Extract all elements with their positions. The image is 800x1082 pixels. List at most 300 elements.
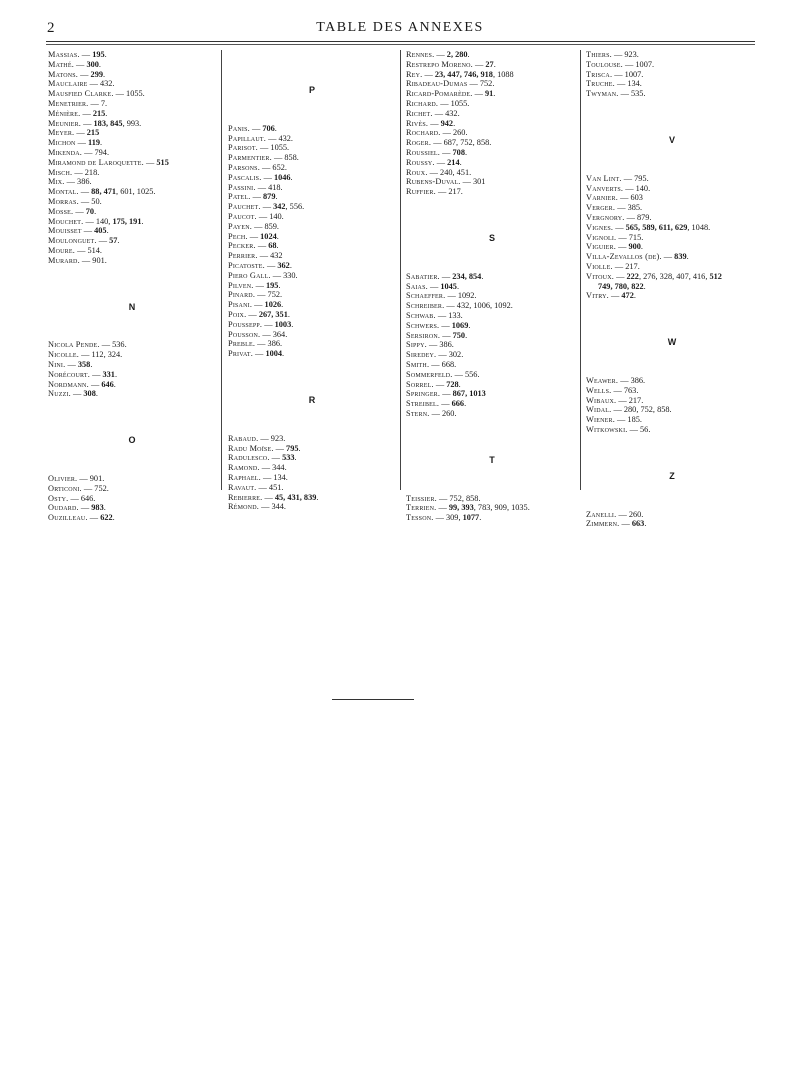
author-name: Rebierre. [228,492,263,502]
index-entry [586,89,758,99]
author-name: Roger. [406,138,432,148]
page-reference: — 432 [257,251,283,261]
index-entry [586,262,758,272]
page-reference-bold: 1026 [264,300,282,310]
page-reference-bold: 1077 [462,513,480,523]
author-name: Pascalis. [228,172,262,182]
page-reference: . [287,309,290,319]
index-entry [228,134,396,144]
page-reference: — 386. [64,177,92,187]
author-name: Varnier. [586,193,618,203]
page-reference: — [427,281,441,291]
author-name: Terrien. [406,503,437,513]
index-entry [586,282,758,292]
index-entry [586,242,758,252]
index-entry [406,331,578,341]
section-letter: N [128,301,136,312]
page-reference: — 386. [255,339,283,349]
author-name: Schreiber. [406,301,445,311]
index-entry [228,434,396,444]
author-name: Ménière. [48,108,81,118]
author-name: Pilven. [228,280,254,290]
index-entry [586,233,758,243]
author-name: Pauchet. [228,202,261,212]
index-entry [586,425,758,435]
page-reference: — 715. [616,232,644,242]
index-entry [48,79,216,89]
index-entry [406,301,578,311]
index-entry [48,217,216,227]
page-reference-bold: 900 [628,242,641,252]
page-reference-bold: 1004 [265,349,283,359]
page-reference: — 432. [432,108,460,118]
page-reference: — 752. [81,483,109,493]
index-entry [48,187,216,197]
page-title: TABLE DES ANNEXES [316,20,484,35]
page-reference: — 217. [435,187,463,197]
index-entry [406,138,578,148]
page-reference: — 50. [78,196,102,206]
author-name: Nordmann. [48,379,89,389]
page-reference: — 260. [440,128,468,138]
author-name: Rémond. [228,502,260,512]
author-name: Norécourt. [48,369,91,379]
index-entry [48,89,216,99]
page-reference: — 1007. [622,59,655,69]
page-reference-bold: 515 [156,157,169,167]
page-reference: . [481,271,484,281]
index-entry [228,330,396,340]
page-reference: — [434,157,448,167]
page-reference: — 302. [436,350,464,360]
index-entry [406,409,578,419]
section-letter: T [489,454,495,465]
page-reference: . [117,236,120,246]
author-name: Rey. [406,69,423,79]
index-entry [48,494,216,504]
page-reference: . [276,241,279,251]
page-reference: — 668. [429,359,457,369]
page-reference: — [440,330,453,340]
index-entry [406,399,578,409]
author-name: Van Lint. [586,173,622,183]
index-entry [406,272,578,282]
author-name: Mosse. [48,206,74,216]
author-name: Stern. [406,408,430,418]
page-reference: . [141,216,144,226]
author-name: Nicola Pende. [48,340,100,350]
author-name: Restrepo Moreno. [406,59,473,69]
index-entry [406,99,578,109]
page-reference: . [274,123,277,133]
page-reference-bold: 215 [92,108,106,118]
page-reference-bold: 666 [451,399,465,409]
index-entry [228,310,396,320]
page-reference: — 185. [614,415,642,425]
index-entry [586,184,758,194]
page-reference: — [81,118,94,128]
page-reference: — [428,118,441,128]
page-reference: — [79,50,93,59]
index-entry [586,252,758,262]
page-reference: — 923. [258,433,286,443]
author-name: Pech. [228,231,248,241]
page-reference-bold: 88, 471 [91,187,117,197]
page-reference: , 993. [122,118,142,128]
page-reference: — 879. [624,212,652,222]
section-spacer [586,348,758,376]
author-name: Widal. [586,405,612,415]
index-entry [48,474,216,484]
index-entry [48,148,216,158]
index-entry [48,256,216,266]
page-reference: — [440,389,453,399]
author-name: Roussiel. [406,147,441,157]
index-entry [228,173,396,183]
page-reference: — [143,157,157,167]
author-name: Paucot. [228,211,257,221]
index-entry [48,350,216,360]
author-name: Nuzzi. [48,389,71,399]
page-reference: . [94,206,97,216]
page-reference: — 330. [270,270,298,280]
page-reference: — [436,503,449,513]
page-reference: — [439,320,452,330]
index-entry [48,138,216,148]
author-name: Schwab. [406,310,436,320]
page-reference: — 652. [259,162,287,172]
index-entry [406,168,578,178]
index-entry [228,444,396,454]
index-entry [48,60,216,70]
index-entry [586,223,758,233]
index-entry [48,197,216,207]
page-reference: — [78,503,92,513]
author-name: Privat. [228,349,253,359]
page-reference-bold: 267, 351 [258,309,288,319]
page-reference-bold: 23, 447, 746, 918 [434,69,493,79]
page-reference: — 514. [75,245,102,255]
header-rule-thin [46,44,755,45]
index-entry [48,226,216,236]
index-entry [228,300,396,310]
author-name: Richard. [406,98,439,108]
header-rule [46,41,755,42]
page-reference: — 112, 324. [79,350,123,360]
page-reference: — [75,138,89,148]
page-reference-bold: 175, 191 [112,216,142,226]
author-name: Mouisset [48,226,82,236]
section-spacer [228,96,396,124]
author-name: Weawer. [586,375,619,385]
page-reference: — [262,319,275,329]
index-entry [48,99,216,109]
page-reference: — 260. [616,509,644,519]
page-reference-bold: 1046 [273,172,291,182]
index-entry [406,311,578,321]
page-reference: . [644,519,647,529]
index-entry [586,519,758,529]
author-name: Schwers. [406,320,440,330]
page-reference: — [88,379,102,389]
author-name: Violle. [586,261,613,271]
author-name: Sippy. [406,340,427,350]
page-reference: . [316,492,319,502]
author-name: Parisot. [228,143,258,153]
page-reference: — 432. [266,133,293,143]
index-entry [406,177,578,187]
section-spacer [228,359,396,396]
page-reference-bold: 512 [709,271,722,281]
page-reference-bold: 1069 [451,320,469,330]
index-entry [586,386,758,396]
page-reference-bold: 308 [83,389,96,399]
index-entry [406,370,578,380]
author-name: Viguier. [586,242,616,252]
page-reference: . [90,359,93,369]
page-reference: . [493,59,496,69]
page-reference-bold: 27 [485,59,494,69]
page-reference: . [103,69,106,79]
page-reference: — [252,349,266,359]
page-reference: , 276, 328, 407, 416, [638,271,710,281]
page-reference: . [294,453,297,463]
page-reference: — [472,89,485,99]
page-reference: — [87,513,101,523]
page-reference-bold: 358 [77,359,91,369]
page-reference: — 133. [435,310,463,320]
author-name: Perrier. [228,251,258,261]
index-entry [48,168,216,178]
page-reference: . [640,242,643,252]
author-name: Meunier. [48,118,82,128]
index-entry [586,291,758,301]
index-entry [586,70,758,80]
page-reference: — [619,519,632,529]
author-name: Smith. [406,359,430,369]
page-reference: — 301 [460,177,486,187]
index-entry [228,153,396,163]
page-reference: . [291,319,294,329]
author-name: Poussepp. [228,319,263,329]
index-entry [228,222,396,232]
page-reference: . [106,226,109,236]
index-entry [48,177,216,187]
page-reference: — 752. [467,79,495,89]
author-name: Olivier. [48,473,78,483]
page-reference-bold: 867, 1013 [452,389,486,399]
page-reference-bold: 1045 [440,281,457,291]
index-entry [228,232,396,242]
index-entry [586,405,758,415]
index-entry [228,281,396,291]
page-reference: . [464,147,468,157]
page-reference-bold: 2, 280 [446,50,468,59]
page-reference: — [250,192,264,202]
author-name: Rennes. [406,50,435,59]
index-entry [228,163,396,173]
author-name: Sorrel. [406,379,434,389]
page-reference: — 260. [429,408,457,418]
author-name: Orticoni. [48,483,82,493]
index-entry [228,143,396,153]
page-reference: , 601, 1025. [116,187,156,197]
author-name: Saias. [406,281,428,291]
author-name: Moulonguet. [48,236,97,246]
index-entry [406,50,578,60]
page-reference: — 364. [260,329,288,339]
page-reference: — [262,492,275,502]
index-entry [228,473,396,483]
section-letter: W [667,337,677,348]
page-reference: — 432. [87,79,115,89]
page-reference: — [260,202,274,212]
index-entry [228,493,396,503]
page-reference-bold: 195 [92,50,105,59]
author-name: Payen. [228,221,253,231]
author-name: Verger. [586,203,616,213]
author-name: Menetrier. [48,98,89,108]
page-reference: — 218. [72,167,100,177]
author-name: Trisca. [586,69,613,79]
author-name: Mathé. [48,59,74,69]
index-entry [48,119,216,129]
page-reference-bold: 215 [86,128,100,138]
page-reference: . [275,192,278,202]
page-reference: , 556. [285,202,305,212]
page-reference-bold: 183, 845 [93,118,123,128]
author-name: Zimmern. [586,519,620,529]
author-name: Ravaut. [228,482,257,492]
author-name: Morras. [48,196,79,206]
author-name: Meyer. [48,128,75,138]
author-name: Mix. [48,177,65,187]
page-reference-bold: 99, 393 [448,503,474,513]
page-reference: — [434,50,447,59]
index-entry [586,50,758,60]
author-name: Twyman. [586,89,619,99]
index-entry [586,79,758,89]
author-name: Roux. [406,167,428,177]
index-entry [228,483,396,493]
column-divider [400,50,401,490]
page-reference: — 687, 752, 858. [431,138,492,148]
page-reference: — [252,300,265,310]
author-name: Wibaux. [586,395,617,405]
author-name: Mouchet. [48,216,84,226]
index-entry [406,282,578,292]
author-name: Thiers. [586,50,612,59]
page-reference: — 240, 451. [427,167,472,177]
author-name: Wiener. [586,415,615,425]
author-name: Sersiron. [406,330,441,340]
index-entry [48,503,216,513]
section-letter: P [308,85,315,95]
author-name: Sommerfeld. [406,369,453,379]
section-spacer [48,312,216,340]
page-reference: . [276,231,279,241]
page-reference-bold: 70 [85,206,95,216]
index-entry [228,192,396,202]
author-name: Vitry. [586,291,609,301]
page-reference: . [100,138,103,148]
index-entry [406,340,578,350]
author-name: Misch. [48,167,73,177]
author-name: Ricard-Pomarède. [406,89,473,99]
page-reference: . [282,349,285,359]
page-reference: — 385. [615,203,643,213]
page-reference: — 858. [271,153,299,163]
index-entry [228,463,396,473]
page-reference-bold: 222 [626,271,639,281]
page-reference-bold: 663 [631,519,645,529]
index-entry [586,376,758,386]
page-reference-bold: 942 [440,118,454,128]
author-name: Parmentier. [228,153,272,163]
index-entry [406,128,578,138]
index-entry [48,158,216,168]
index-entry [406,148,578,158]
page-reference: — [65,359,78,369]
author-name: Radulesco. [228,453,270,463]
author-name: Teissier. [406,493,437,503]
author-name: Patel. [228,192,251,202]
author-name: Passini. [228,182,256,192]
page-reference: — [269,453,283,463]
page-reference: — [73,59,87,69]
page-reference: — [440,147,453,157]
index-entry [228,320,396,330]
page-reference: — [81,226,95,236]
author-name: Poix. [228,309,247,319]
page-reference: — [255,241,269,251]
author-name: Miramond de Laroquette. [48,157,144,167]
page-reference: — 309, [433,513,463,523]
author-name: Sabatier. [406,271,440,281]
page-reference: — 794. [82,147,110,157]
index-entry [406,79,578,89]
author-name: Richet. [406,108,433,118]
page-reference: — 556. [452,369,480,379]
index-column-1 [48,50,216,523]
author-name: Matons. [48,69,79,79]
author-name: Ruffier. [406,187,436,197]
page-reference-bold: 362 [277,260,290,270]
page-reference-bold: 879 [263,192,276,202]
page-reference: — [661,252,675,262]
section-spacer [586,99,758,136]
page-reference: — 386. [426,340,454,350]
page-reference: — [472,59,486,69]
author-name: Roussy. [406,157,435,167]
index-entry [586,203,758,213]
page-reference: — 646. [68,493,96,503]
page-reference: . [686,252,689,262]
column-divider [221,50,222,490]
page-reference: — 1055. [257,143,290,153]
page-reference: . [112,513,115,523]
page-reference: — [439,271,453,281]
index-entry [48,513,216,523]
page-reference: — 140, [83,216,113,226]
page-reference: — 56. [627,424,651,434]
index-entry [48,207,216,217]
index-entry [406,60,578,70]
page-reference-bold: 405 [94,226,107,236]
page-reference: — 535. [618,89,646,99]
page-reference: — [78,187,92,197]
page-reference: — 901. [77,473,105,483]
